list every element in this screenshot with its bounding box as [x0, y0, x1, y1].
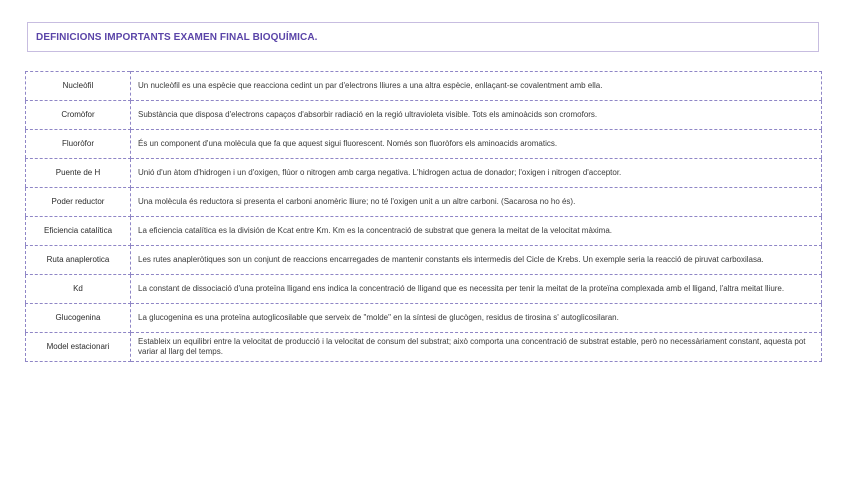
definition-cell: Estableix un equilibri entre la velocitat de producció i la velocitat de consum del substrat; això comporta una concentració de substrat estable, però no necessàriament constant, aquesta pot variar al llarg del temps. [131, 333, 822, 362]
term-cell: Poder reductor [26, 188, 131, 217]
definition-cell: La glucogenina es una proteïna autoglicosilable que serveix de "molde" en la síntesi de glucògen, residus de tirosina s' autoglicosilaran. [131, 304, 822, 333]
table-row [26, 217, 822, 246]
table-row [26, 159, 822, 188]
table-row [26, 188, 822, 217]
table-row [26, 246, 822, 275]
definition-cell: La eficiencia catalítica es la división de Kcat entre Km. Km es la concentració de substrat que genera la meitat de la velocitat màxima. [131, 217, 822, 246]
definition-cell: La constant de dissociació d'una proteïna lligand ens indica la concentració de lligand que es necessita per tenir la meitat de la proteïna complexada amb el lligand, l'altra meitat lliure. [131, 275, 822, 304]
term-cell: Puente de H [26, 159, 131, 188]
table-row [26, 275, 822, 304]
table-row [26, 101, 822, 130]
term-cell: Nucleòfil [26, 72, 131, 101]
term-cell: Fluoròfor [26, 130, 131, 159]
title-box [27, 22, 819, 52]
table-row [26, 304, 822, 333]
table-row [26, 333, 822, 362]
term-cell: Glucogenina [26, 304, 131, 333]
definition-cell: És un component d'una molècula que fa que aquest sigui fluorescent. Només son fluoròfors els aminoacids aromatics. [131, 130, 822, 159]
definitions-table [25, 71, 822, 362]
table-row [26, 72, 822, 101]
term-cell: Cromòfor [26, 101, 131, 130]
table-row [26, 130, 822, 159]
definition-cell: Substància que disposa d'electrons capaços d'absorbir radiació en la regió ultravioleta visible. Tots els aminoàcids son cromofors. [131, 101, 822, 130]
definition-cell: Una molècula és reductora si presenta el carboni anomèric lliure; no té l'oxigen unit a un altre carboni. (Sacarosa no ho és). [131, 188, 822, 217]
term-cell: Ruta anaplerotica [26, 246, 131, 275]
document-title: DEFINICIONS IMPORTANTS EXAMEN FINAL BIOQUÍMICA. [36, 31, 318, 43]
definition-cell: Unió d'un àtom d'hidrogen i un d'oxigen, flúor o nitrogen amb carga negativa. L'hidrogen actua de donador; l'oxigen i nitrogen d'acceptor. [131, 159, 822, 188]
term-cell: Eficiencia catalítica [26, 217, 131, 246]
definition-cell: Les rutes anapleròtiques son un conjunt de reaccions encarregades de mantenir constants els intermedis del Cicle de Krebs. Un exemple seria la reacció de piruvat carboxilasa. [131, 246, 822, 275]
definition-cell: Un nucleòfil es una espècie que reacciona cedint un par d'electrons lliures a una altra espècie, enllaçant-se covalentment amb ella. [131, 72, 822, 101]
term-cell: Model estacionari [26, 333, 131, 362]
term-cell: Kd [26, 275, 131, 304]
